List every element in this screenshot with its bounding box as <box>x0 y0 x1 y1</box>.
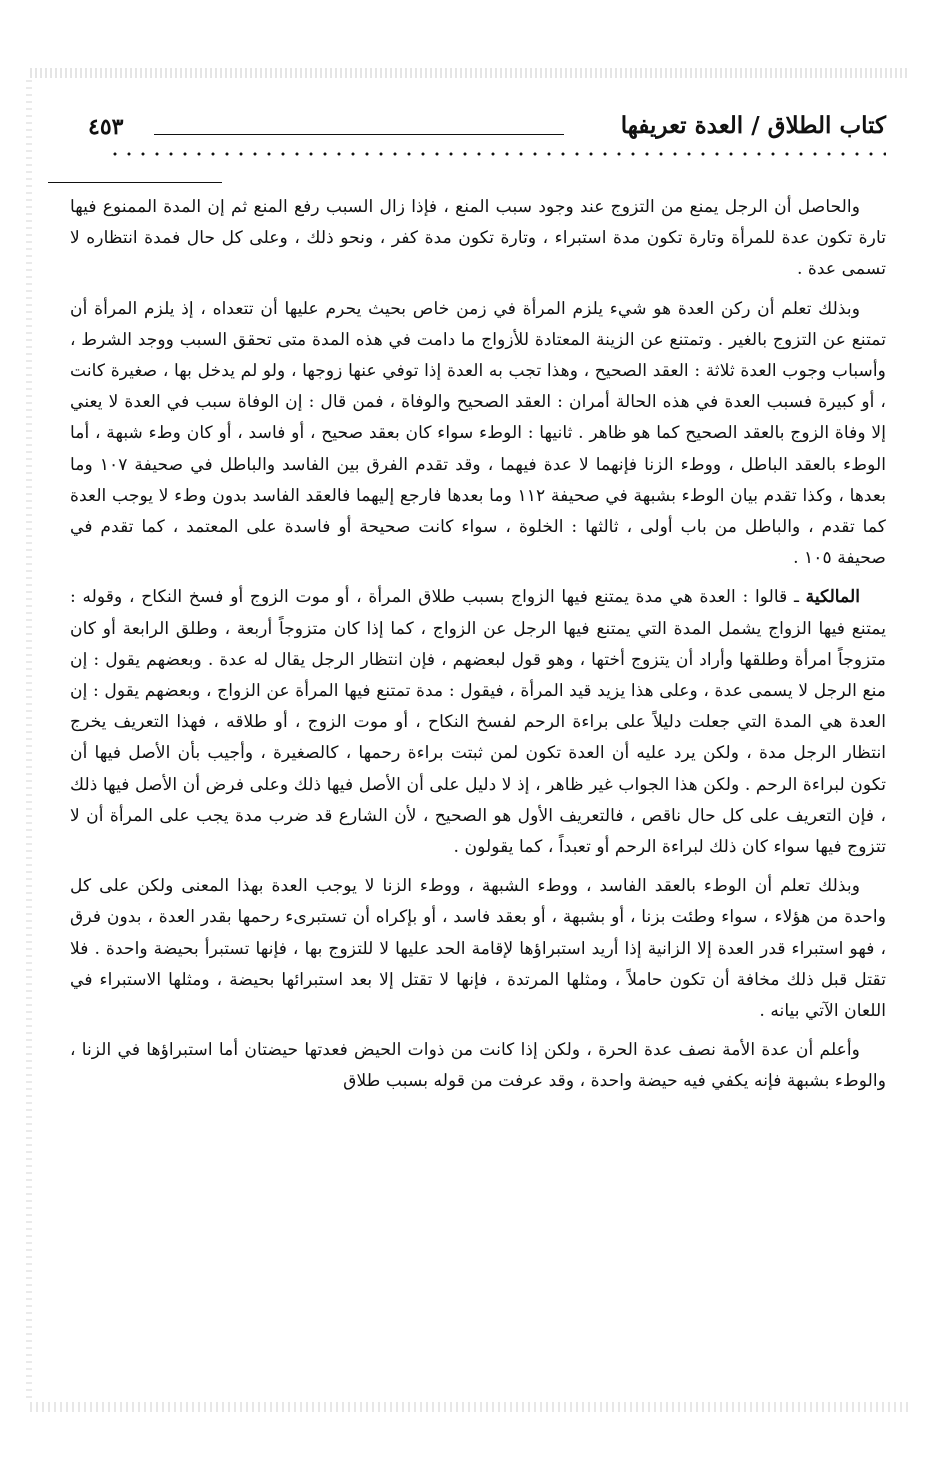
paragraph-1 <box>70 192 886 286</box>
paragraph-2 <box>70 294 886 575</box>
paragraph-maliki <box>70 582 886 863</box>
maliki-heading: المالكية <box>805 587 860 608</box>
scan-border-bottom <box>30 1402 908 1412</box>
running-header <box>88 108 886 152</box>
dotted-separator <box>108 150 886 158</box>
paragraph-4 <box>70 871 886 1027</box>
header-title: كتاب الطلاق / العدة تعريفها <box>620 112 886 139</box>
scan-border-left <box>26 80 32 1402</box>
paragraph-text: ـ قالوا : العدة هي مدة يمتنع فيها الزواج بسبب طلاق المرأة ، أو موت الزوج أو فسخ النكاح ، وقوله : يمتنع فيها الزواج يشمل المدة التي يمتنع فيها الرجل عن الزواج ، كما إذا كان متزوجاً أربعة ، وطلق الرابعة أو كان متزوجاً امرأة وطلقها وأراد أن يتزوج أختها ، وهو قول لبعضهم ، فإن انتظار الرجل يقال له عدة . وبعضهم يقول : إن منع الرجل لا يسمى عدة ، وعلى هذا يزيد قيد المرأة ، فيقول : مدة تمتنع فيها المرأة عن الزواج ، وبعضهم يقول : إن العدة هي المدة التي جعلت دليلاً على براءة الرحم لفسخ النكاح ، أو موت الزوج ، أو طلاقه ، فهذا التعريف يخرج انتظار الرجل مدة ، ولكن يرد عليه أن العدة تكون لمن ثبتت براءة رحمها ، كالصغيرة ، وأجيب بأن الأصل فيها أن تكون لبراءة الرحم . ولكن هذا الجواب غير ظاهر ، إذ لا دليل على أن الأصل فيها ذلك وعلى فرض أن الأصل فيها ذلك ، فإن التعريف على كل حال ناقص ، فالتعريف الأول هو الصحيح ، لأن الشارع قد ضرب مدة يجب على المرأة أن لا تتزوج فيها سواء كان ذلك لبراءة الرحم أو تعبداً ، كما يقولون . <box>70 587 886 858</box>
page-body <box>70 192 886 1106</box>
paragraph-text: والحاصل أن الرجل يمنع من التزوج عند وجود سبب المنع ، فإذا زال السبب رفع المنع ثم إن المدة الممنوع فيها تارة تكون عدة للمرأة وتارة تكون مدة استبراء ، وتارة تكون مدة كفر ، ونحو ذلك ، وعلى كل حال فمدة انتظاره لا تسمى عدة . <box>70 197 886 280</box>
paragraph-5 <box>70 1035 886 1097</box>
footnote-rule <box>48 182 222 183</box>
paragraph-text: وبذلك تعلم أن ركن العدة هو شيء يلزم المرأة في زمن خاص بحيث يحرم عليها أن تتعداه ، إذ يلزم المرأة أن تمتنع عن التزوج بالغير . وتمتنع عن الزينة المعتادة للأزواج ما دامت في هذه المدة متى تحقق السبب ووجد الشرط ، وأسباب وجوب العدة ثلاثة : العقد الصحيح ، وهذا تجب به العدة إذا توفي عنها زوجها ، ولو لم يدخل بها ، صغيرة كانت ، أو كبيرة فسبب العدة في هذه الحالة أمران : العقد الصحيح والوفاة ، فمن قال : إن الوفاة سبب في العدة لا يعني إلا وفاة الزوج بالعقد الصحيح كما هو ظاهر . ثانيها : الوطء سواء كان بعقد صحيح ، أو فاسد ، أو كان وطء شبهة ، أما الوطء بالعقد الباطل ، ووطء الزنا فإنهما لا عدة فيهما ، وقد تقدم الفرق بين الفاسد والباطل في صحيفة ١٠٧ وما بعدها ، وكذا تقدم بيان الوطء بشبهة في صحيفة ١١٢ وما بعدها فارجع إليهما فالعقد الفاسد بدون وطء لا يوجب العدة كما تقدم ، والباطل من باب أولى ، ثالثها : الخلوة ، سواء كانت صحيحة أو فاسدة على المعتمد ، كما تقدم في صحيفة ١٠٥ . <box>70 298 886 569</box>
page-number: ٤٥٣ <box>88 114 124 140</box>
scan-border-top <box>30 68 908 78</box>
header-rule <box>154 134 564 135</box>
paragraph-text: وبذلك تعلم أن الوطء بالعقد الفاسد ، ووطء الشبهة ، ووطء الزنا لا يوجب العدة بهذا المعنى ولكن على كل واحدة من هؤلاء ، سواء وطئت بزنا ، أو بشبهة ، أو بعقد فاسد ، أو بإكراه أن تستبرىء رحمها بقدر العدة ، بدون فرق ، فهو استبراء قدر العدة إلا الزانية إذا أريد استبراؤها لإقامة الحد عليها لا للتزوج بها ، فإنها تستبرأ بحيضة واحدة . فلا تقتل قبل ذلك مخافة أن تكون حاملاً ، ومثلها المرتدة ، فإنها لا تقتل إلا بعد استبرائها بحيضة ، ومثلها الاستبراء في اللعان الآتي بيانه . <box>70 876 886 1022</box>
paragraph-text: وأعلم أن عدة الأمة نصف عدة الحرة ، ولكن إذا كانت من ذوات الحيض فعدتها حيضتان أما استبراؤها في الزنا ، والوطء بشبهة فإنه يكفي فيه حيضة واحدة ، وقد عرفت من قوله بسبب طلاق <box>70 1040 886 1092</box>
